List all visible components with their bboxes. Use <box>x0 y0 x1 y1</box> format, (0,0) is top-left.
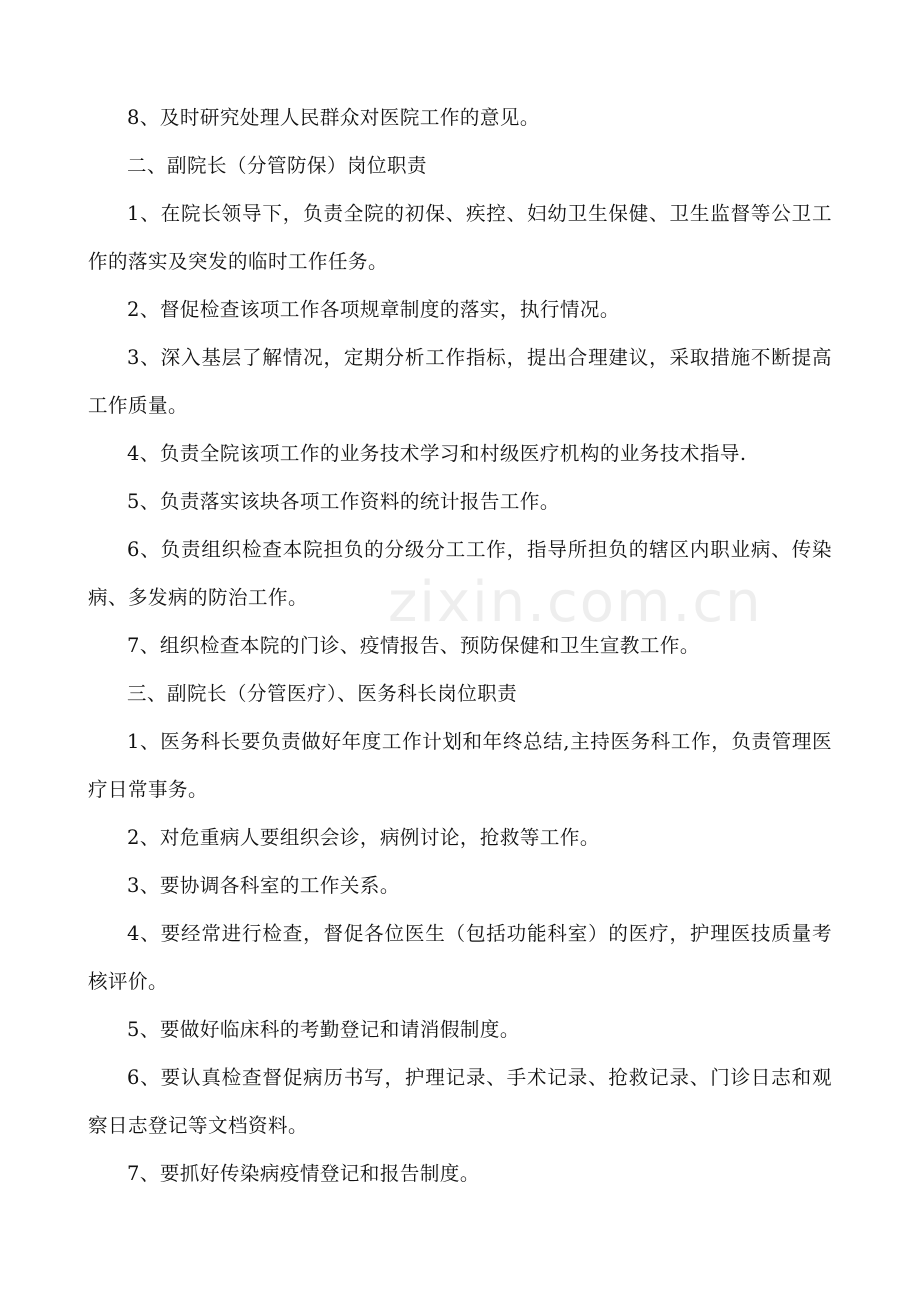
paragraph-item-6: 6、要认真检查督促病历书写，护理记录、手术记录、抢救记录、门诊日志和观察日志登记等文档资料。 <box>88 1066 832 1137</box>
paragraph-item-6: 6、负责组织检查本院担负的分级分工工作，指导所担负的辖区内职业病、传染病、多发病的防治工作。 <box>88 538 832 609</box>
watermark-text: zixin.com.cn <box>388 570 763 635</box>
paragraph-item-4: 4、要经常进行检查，督促各位医生（包括功能科室）的医疗，护理医技质量考核评价。 <box>88 922 832 993</box>
paragraph-item-5: 5、要做好临床科的考勤登记和请消假制度。 <box>127 1018 520 1041</box>
paragraph-item-2: 2、对危重病人要组织会诊，病例讨论，抢救等工作。 <box>127 826 600 849</box>
paragraph-item-3: 3、深入基层了解情况，定期分析工作指标，提出合理建议，采取措施不断提高工作质量。 <box>88 346 832 417</box>
paragraph-item-2: 2、督促检查该项工作各项规章制度的落实，执行情况。 <box>127 298 620 321</box>
paragraph-item-7: 7、组织检查本院的门诊、疫情报告、预防保健和卫生宣教工作。 <box>127 634 700 657</box>
paragraph-item-8: 8、及时研究处理人民群众对医院工作的意见。 <box>127 106 540 129</box>
section-heading-2: 二、副院长（分管防保）岗位职责 <box>127 154 428 177</box>
paragraph-item-5: 5、负责落实该块各项工作资料的统计报告工作。 <box>127 490 560 513</box>
paragraph-item-1: 1、在院长领导下，负责全院的初保、疾控、妇幼卫生保健、卫生监督等公卫工作的落实及突发的临时工作任务。 <box>88 202 832 273</box>
paragraph-item-4: 4、负责全院该项工作的业务技术学习和村级医疗机构的业务技术指导. <box>127 442 747 465</box>
paragraph-item-7: 7、要抓好传染病疫情登记和报告制度。 <box>127 1162 480 1185</box>
document-body <box>88 94 832 1198</box>
section-heading-3: 三、副院长（分管医疗）、医务科长岗位职责 <box>127 682 518 705</box>
paragraph-item-1: 1、医务科长要负责做好年度工作计划和年终总结,主持医务科工作，负责管理医疗日常事务。 <box>88 730 832 801</box>
paragraph-item-3: 3、要协调各科室的工作关系。 <box>127 874 400 897</box>
